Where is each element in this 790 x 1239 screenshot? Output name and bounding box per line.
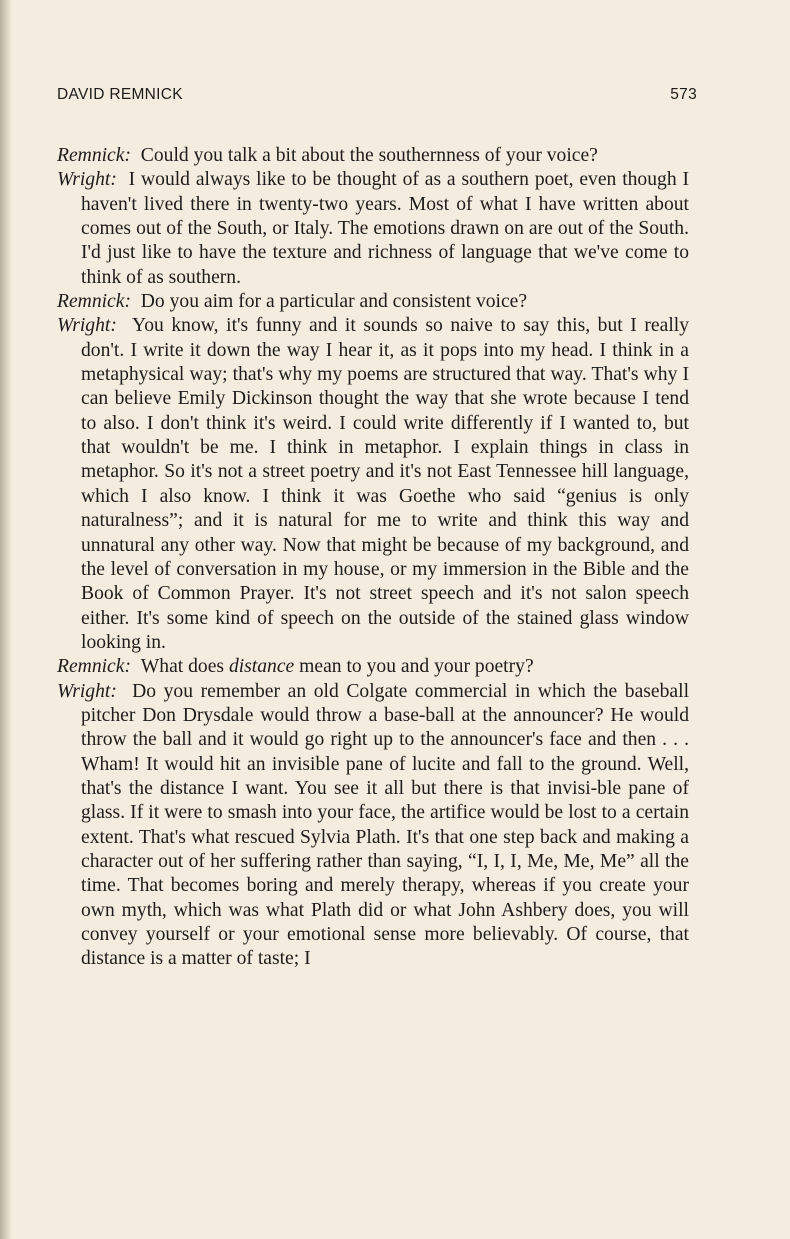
speaker-label: Wright:: [57, 315, 117, 337]
turn-text-before: What does: [140, 656, 229, 678]
turn-text: I would always like to be thought of as a southern poet, even though I haven't lived there in twenty-two years. Most of what I have written about comes out of the South, or Italy. The emotions drawn on are out of the South. I'd just like to have the texture and richness of language that we've come to think of as southern.: [81, 169, 690, 288]
page-gutter-shadow: [0, 0, 12, 1239]
turn-text: Do you aim for a particular and consistent voice?: [140, 291, 528, 313]
interview-turn-remnick: [57, 144, 689, 168]
speaker-label: Remnick:: [57, 656, 131, 678]
running-header: [57, 86, 697, 110]
speaker-label: Wright:: [57, 169, 117, 191]
interview-turn-remnick: [57, 290, 689, 314]
speaker-label: Wright:: [57, 680, 117, 702]
interview-turn-wright: [57, 168, 689, 290]
interview-text: [57, 144, 689, 972]
interview-turn-remnick: [57, 655, 689, 679]
page-number: 573: [670, 86, 697, 103]
interview-turn-wright: [57, 314, 689, 655]
interview-turn-wright: [57, 680, 689, 972]
turn-text: You know, it's funny and it sounds so naive to say this, but I really don't. I write it down the way I hear it, as it pops into my head. I think in a metaphysical way; that's why my poems are structured that way. That's why I can believe Emily Dickinson thought the way that she wrote because I tend to also. I don't think it's weird. I could write differently if I wanted to, but that wouldn't be me. I think in metaphor. I explain things in class in metaphor. So it's not a street poetry and it's not East Tennessee hill language, which I also know. I think it was Goethe who said “genius is only naturalness”; and it is natural for me to write and think this way and unnatural any other way. Now that might be because of my background, and the level of conversation in my house, or my immersion in the Bible and the Book of Common Prayer. It's not street speech and it's not salon speech either. It's some kind of speech on the outside of the stained glass window looking in.: [81, 315, 690, 653]
running-head-author: DAVID REMNICK: [57, 86, 183, 103]
speaker-label: Remnick:: [57, 291, 131, 313]
turn-text: Do you remember an old Colgate commercial in which the baseball pitcher Don Drysdale would throw a base-ball at the announcer? He would throw the ball and it would go right up to the announcer's face and then . . . Wham! It would hit an invisible pane of lucite and fall to the ground. Well, that's the distance I want. You see it all but there is that invisi-ble pane of glass. If it were to smash into your face, the artifice would be lost to a certain extent. That's what rescued Sylvia Plath. It's that one step back and making a character out of her suffering rather than saying, “I, I, I, Me, Me, Me” all the time. That becomes boring and merely therapy, whereas if you create your own myth, which was what Plath did or what John Ashbery does, you will convey yourself or your emotional sense more believably. Of course, that distance is a matter of taste; I: [81, 680, 690, 970]
turn-text: Could you talk a bit about the southernness of your voice?: [140, 145, 598, 166]
turn-text-after: mean to you and your poetry?: [294, 656, 534, 678]
speaker-label: Remnick:: [57, 145, 131, 166]
emphasized-word: distance: [228, 656, 295, 678]
